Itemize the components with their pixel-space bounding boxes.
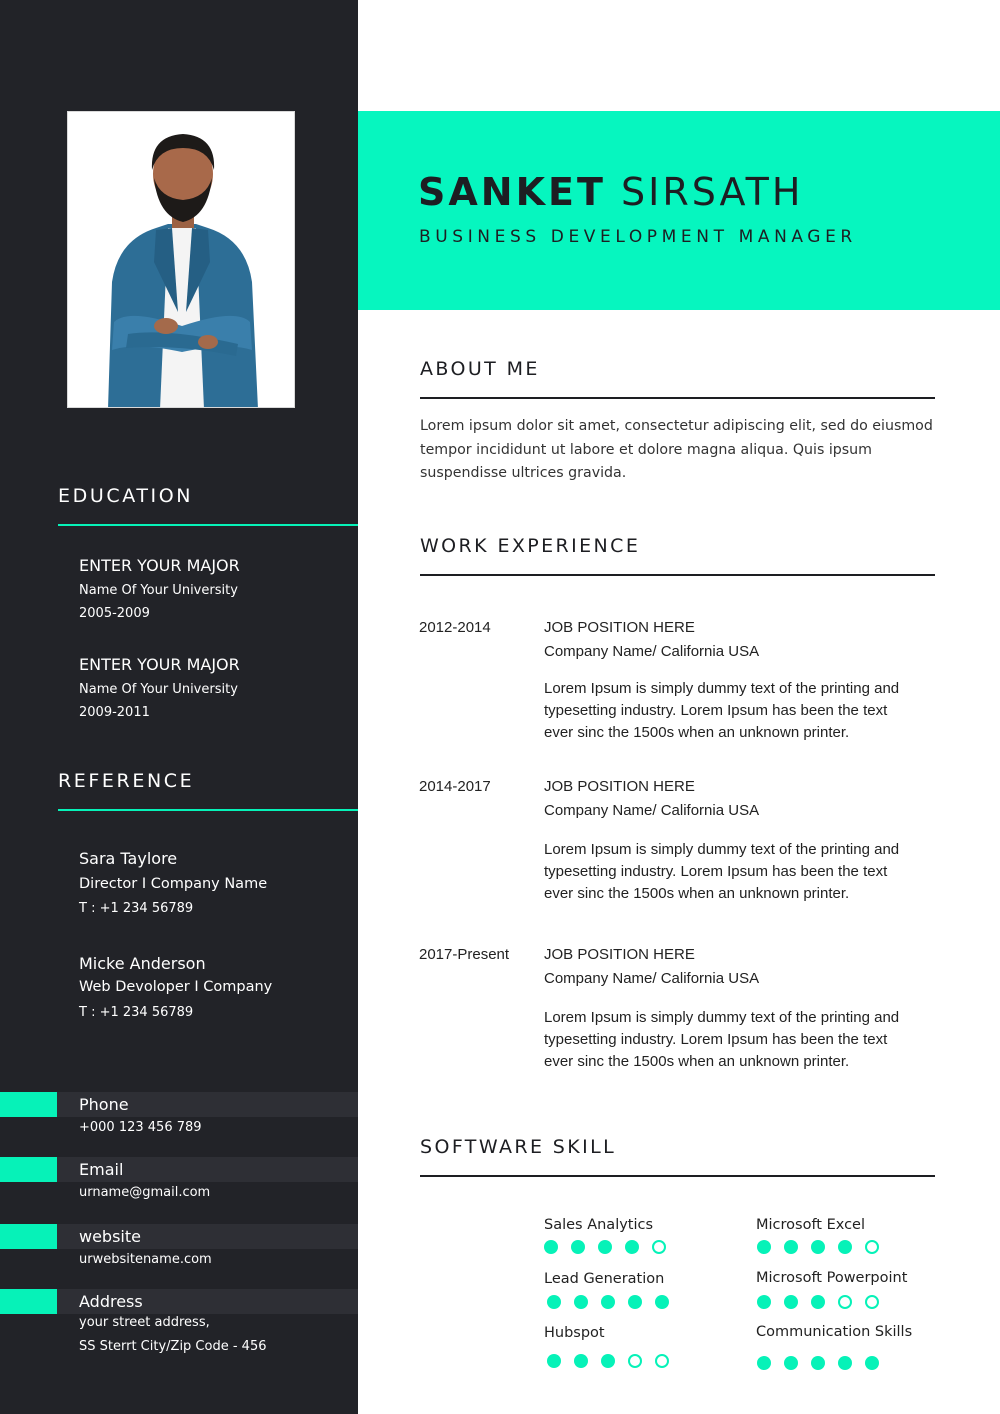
contact-phone-value: +000 123 456 789 (79, 1120, 202, 1135)
skill-name: Microsoft Powerpoint (756, 1270, 908, 1286)
job-description: Lorem Ipsum is simply dummy text of the printing and typesetting industry. Lorem Ipsum has been the text ever sinc the 1500s when an unknown printer. (544, 841, 900, 902)
skill-dot-filled (601, 1354, 615, 1368)
contact-address-line1: your street address, (79, 1315, 210, 1330)
skill-name: Communication Skills (756, 1324, 913, 1340)
skill-dot-empty (628, 1354, 642, 1368)
skill-dot-filled (544, 1240, 558, 1254)
skill-dot-filled (784, 1356, 798, 1370)
education-years: 2005-2009 (79, 606, 150, 621)
contact-label-phone: Phone (79, 1095, 129, 1114)
skill-dot-filled (601, 1295, 615, 1309)
sidebar (0, 0, 358, 1414)
skill-dot-filled (838, 1356, 852, 1370)
skill-dot-filled (574, 1354, 588, 1368)
skill-dot-filled (757, 1295, 771, 1309)
skill-dot-filled (571, 1240, 585, 1254)
work-heading: WORK EXPERIENCE (420, 535, 641, 557)
skill-rating (544, 1240, 666, 1254)
skill-dot-filled (757, 1240, 771, 1254)
skill-dot-empty (865, 1240, 879, 1254)
contact-accent-email (0, 1157, 57, 1182)
contact-address-line2: SS Sterrt City/Zip Code - 456 (79, 1339, 267, 1354)
education-years: 2009-2011 (79, 705, 150, 720)
skill-dot-filled (757, 1356, 771, 1370)
job-years: 2012-2014 (419, 619, 491, 636)
skill-name: Lead Generation (544, 1271, 665, 1287)
reference-heading: REFERENCE (58, 770, 195, 792)
about-text: Lorem ipsum dolor sit amet, consectetur adipiscing elit, sed do eiusmod tempor incididunt ut labore et dolore magna aliqua. Quis ipsum suspendisse ultrices gravida. (420, 418, 933, 481)
skill-dot-filled (655, 1295, 669, 1309)
reference-phone: T : +1 234 56789 (79, 1005, 194, 1020)
contact-website-value: urwebsitename.com (79, 1252, 212, 1267)
education-school: Name Of Your University (79, 583, 238, 598)
contact-accent-website (0, 1224, 57, 1249)
skill-rating (547, 1295, 669, 1309)
skill-dot-empty (865, 1295, 879, 1309)
job-position: JOB POSITION HERE (544, 946, 695, 963)
job-years: 2017-Present (419, 946, 510, 963)
skill-dot-empty (655, 1354, 669, 1368)
contact-accent-address (0, 1289, 57, 1314)
skill-rating (757, 1356, 879, 1370)
skill-dot-filled (811, 1356, 825, 1370)
work-divider (420, 574, 935, 576)
skill-dot-filled (547, 1295, 561, 1309)
skill-dot-filled (547, 1354, 561, 1368)
job-position: JOB POSITION HERE (544, 778, 695, 795)
education-major: ENTER YOUR MAJOR (79, 655, 240, 674)
skill-dot-filled (784, 1240, 798, 1254)
job-company: Company Name/ California USA (544, 970, 760, 987)
skill-name: Microsoft Excel (756, 1217, 866, 1233)
skill-dot-filled (574, 1295, 588, 1309)
skill-rating (757, 1295, 879, 1309)
contact-accent-phone (0, 1092, 57, 1117)
last-name: SIRSATH (621, 170, 804, 214)
job-description: Lorem Ipsum is simply dummy text of the printing and typesetting industry. Lorem Ipsum has been the text ever sinc the 1500s when an unknown printer. (544, 680, 900, 741)
reference-name: Micke Anderson (79, 954, 206, 973)
job-company: Company Name/ California USA (544, 802, 760, 819)
reference-divider (58, 809, 358, 811)
full-name (418, 170, 803, 214)
skill-dot-empty (838, 1295, 852, 1309)
skill-dot-filled (784, 1295, 798, 1309)
contact-email-value: urname@gmail.com (79, 1185, 211, 1200)
skill-rating (757, 1240, 879, 1254)
education-major: ENTER YOUR MAJOR (79, 556, 240, 575)
education-school: Name Of Your University (79, 682, 238, 697)
about-heading: ABOUT ME (420, 358, 540, 380)
contact-label-email: Email (79, 1160, 124, 1179)
reference-name: Sara Taylore (79, 849, 178, 868)
skill-name: Hubspot (544, 1325, 605, 1341)
education-heading: EDUCATION (58, 485, 194, 507)
job-description: Lorem Ipsum is simply dummy text of the printing and typesetting industry. Lorem Ipsum has been the text ever sinc the 1500s when an unknown printer. (544, 1009, 900, 1070)
skill-dot-filled (838, 1240, 852, 1254)
skill-name: Sales Analytics (544, 1217, 654, 1233)
skill-dot-filled (625, 1240, 639, 1254)
skill-dot-filled (811, 1240, 825, 1254)
skill-dot-empty (652, 1240, 666, 1254)
profile-photo (67, 111, 295, 408)
skill-dot-filled (811, 1295, 825, 1309)
reference-phone: T : +1 234 56789 (79, 901, 194, 916)
skills-divider (420, 1175, 935, 1177)
job-company: Company Name/ California USA (544, 643, 760, 660)
skill-dot-filled (628, 1295, 642, 1309)
contact-label-address: Address (79, 1292, 143, 1311)
reference-role: Web Devoloper I Company (79, 979, 273, 995)
reference-role: Director I Company Name (79, 876, 268, 892)
first-name: SANKET (418, 170, 606, 214)
education-divider (58, 524, 358, 526)
job-years: 2014-2017 (419, 778, 491, 795)
skills-heading: SOFTWARE SKILL (420, 1136, 617, 1158)
person-portrait-icon (68, 112, 295, 408)
skill-dot-filled (865, 1356, 879, 1370)
about-divider (420, 397, 935, 399)
job-title: BUSINESS DEVELOPMENT MANAGER (419, 227, 857, 247)
skill-dot-filled (598, 1240, 612, 1254)
contact-label-website: website (79, 1227, 141, 1246)
job-position: JOB POSITION HERE (544, 619, 695, 636)
skill-rating (547, 1354, 669, 1368)
